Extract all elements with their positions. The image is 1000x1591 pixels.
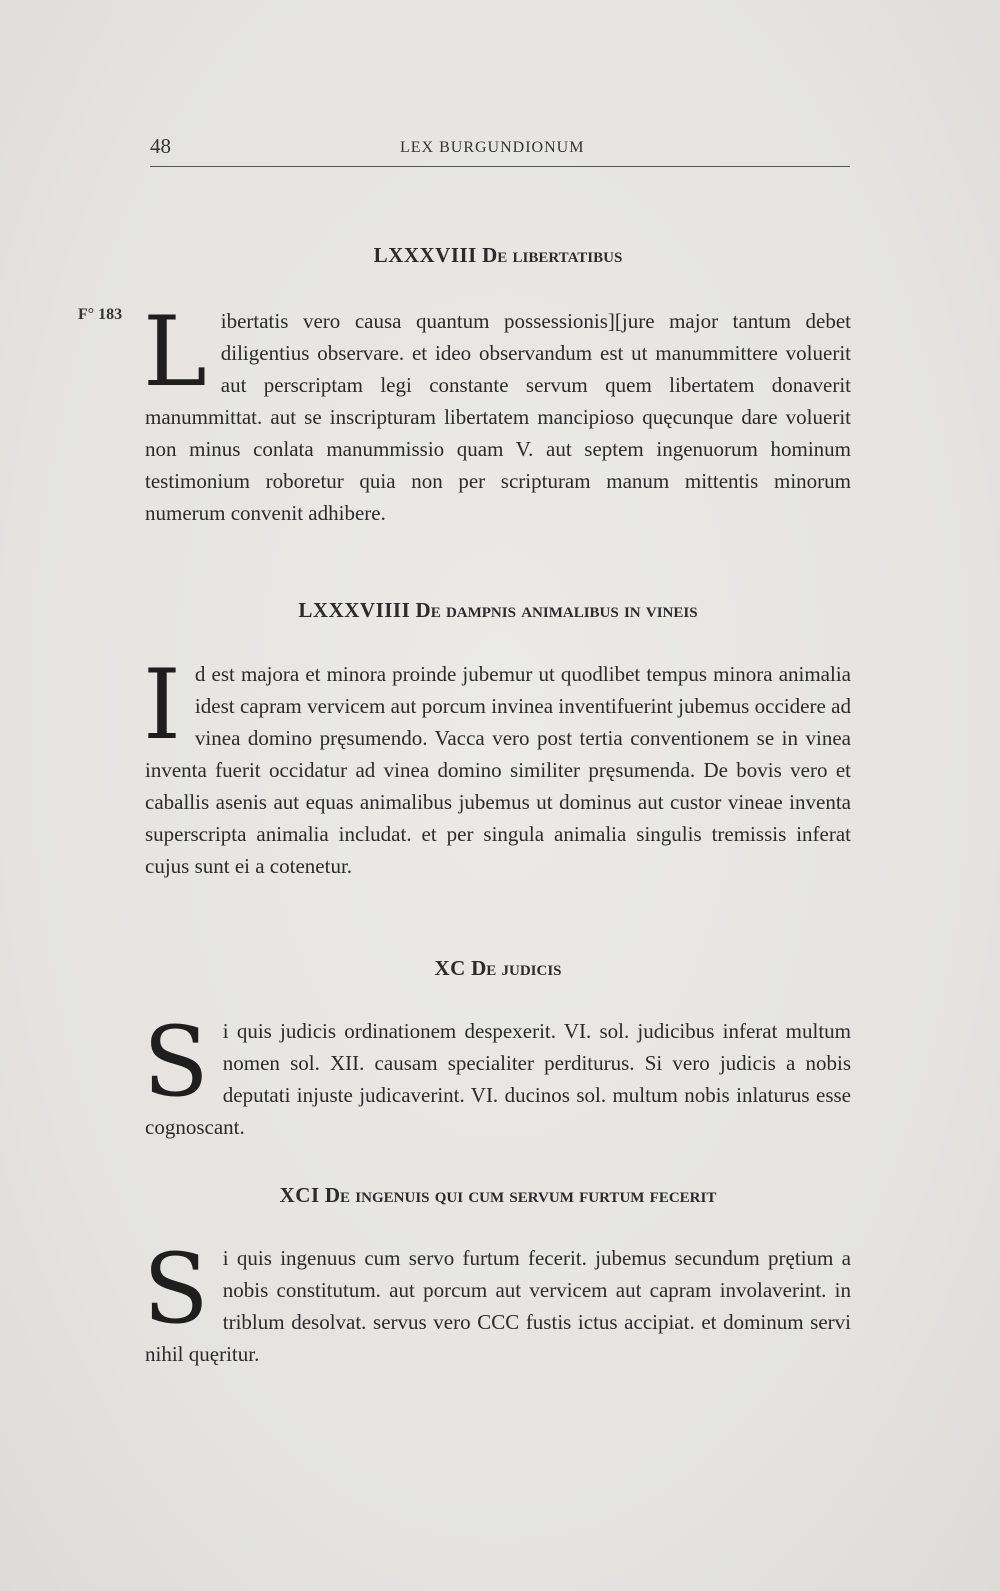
chapter-numeral: XC xyxy=(434,956,466,980)
drop-cap: S xyxy=(143,1233,209,1345)
chapter-title: De libertatibus xyxy=(482,243,623,267)
drop-cap: S xyxy=(143,1006,209,1118)
chapter-heading xyxy=(145,595,851,625)
drop-cap: I xyxy=(143,649,181,761)
chapter-heading xyxy=(145,953,851,983)
chapter-text: ibertatis vero causa quantum possessionis][jure major tantum debet diligentius observare. et ideo observandum est ut manummittere voluerit aut perscriptam legi constante servum quem libertatem donaverit manummittat. aut se inscripturam libertatem mancipioso quęcunque dare voluerit non minus conlata manummissio quam V. aut septem ingenuorum hominum testimonium roboretur quia non per scripturam manum mittentis minorum numerum convenit adhibere. xyxy=(145,309,851,525)
folio-margin-note: F° 183 xyxy=(78,306,123,323)
chapter-paragraph xyxy=(143,649,851,882)
running-head xyxy=(150,128,850,168)
chapter-numeral: LXXXVIII xyxy=(373,243,477,267)
chapter-paragraph xyxy=(143,296,851,529)
chapter-numeral: XCI xyxy=(279,1183,320,1207)
drop-cap: L xyxy=(143,296,207,408)
chapter-lxxxviiii xyxy=(145,595,851,882)
chapter-heading xyxy=(145,1180,851,1210)
chapter-paragraph xyxy=(143,1233,851,1370)
chapter-text: i quis judicis ordinationem despexerit. VI. sol. judicibus inferat multum nomen sol. XII. causam specialiter perditurus. Si vero judicis a nobis deputati injuste judicaverint. VI. ducinos sol. multum nobis inlaturus esse cognoscant. xyxy=(145,1019,851,1139)
chapter-xc xyxy=(145,953,851,1143)
page-number: 48 xyxy=(150,134,171,158)
header-rule xyxy=(150,166,850,167)
chapter-heading xyxy=(145,240,851,270)
chapter-title: De judicis xyxy=(471,956,562,980)
chapter-numeral: LXXXVIIII xyxy=(298,598,411,622)
chapter-text: d est majora et minora proinde jubemur ut quodlibet tempus minora animalia idest capram vervicem aut porcum invinea inventifuerint jubemus occidere ad vinea domino pręsumendo. Vacca vero post tertia conventionem se in vinea inventa fuerit occidatur ad vinea domino similiter pręsumenda. De bovis vero et caballis asenis aut equas animalibus jubemus ut dominus aut custor vineae inventa superscripta animalia includat. et per singula animalia singulis tremissis inferat cujus sunt ei a cotenetur. xyxy=(145,662,851,878)
chapter-paragraph xyxy=(143,1006,851,1143)
chapter-title: De dampnis animalibus in vineis xyxy=(415,598,698,622)
chapter-lxxxviii xyxy=(145,240,851,529)
chapter-title: De ingenuis qui cum servum furtum fecerit xyxy=(324,1183,717,1207)
chapter-xci xyxy=(145,1180,851,1370)
chapter-text: i quis ingenuus cum servo furtum fecerit. jubemus secundum prętium a nobis constitutum. aut porcum aut vervicem aut capram involaverint. in triblum desolvat. servus vero CCC fustis ictus accipiat. et dominum servi nihil quęritur. xyxy=(145,1246,851,1366)
running-title: LEX BURGUNDIONUM xyxy=(400,139,585,156)
